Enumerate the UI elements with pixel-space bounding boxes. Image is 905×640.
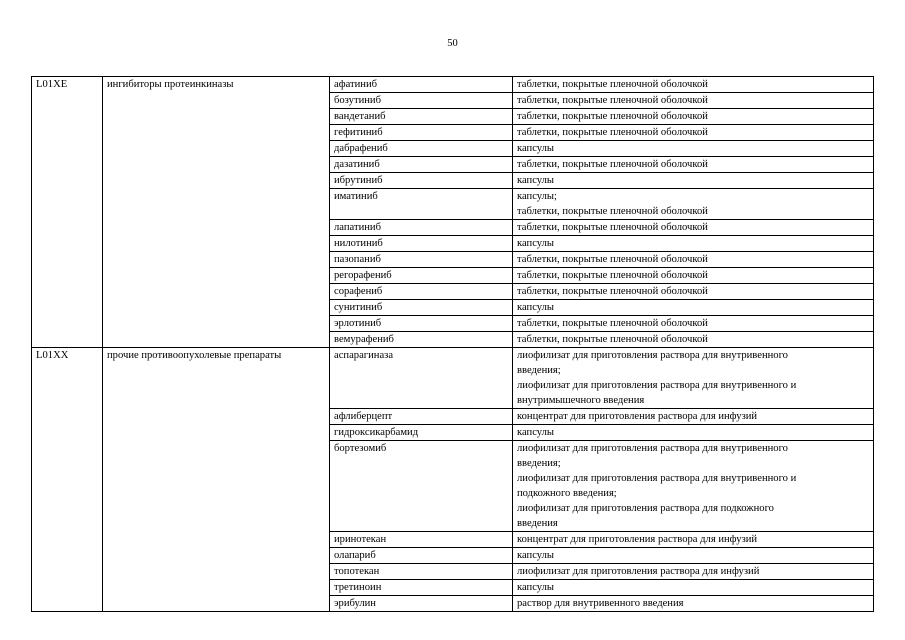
drug-name: афатиниб <box>334 79 378 90</box>
atc-group-cell <box>103 252 330 268</box>
dosage-form-cell <box>513 409 874 425</box>
dosage-form-cell <box>513 236 874 252</box>
dosage-form-cell <box>513 564 874 580</box>
atc-code-cell <box>32 332 103 348</box>
table-row <box>32 316 874 332</box>
drug-name-cell <box>330 580 513 596</box>
dosage-form-line: раствор для внутривенного введения <box>517 598 684 609</box>
drug-name: лапатиниб <box>334 222 381 233</box>
dosage-form-line: капсулы; <box>517 191 557 202</box>
atc-code-cell <box>32 109 103 125</box>
drug-name-cell <box>330 348 513 409</box>
table-row <box>32 409 874 425</box>
drug-name: третиноин <box>334 582 382 593</box>
atc-group-cell <box>103 236 330 252</box>
drug-name-cell <box>330 93 513 109</box>
atc-code-cell <box>32 425 103 441</box>
drug-name: вемурафениб <box>334 334 394 345</box>
drug-name-cell <box>330 548 513 564</box>
dosage-form-line: лиофилизат для приготовления раствора для внутривенного <box>517 350 788 361</box>
drug-name-cell <box>330 596 513 612</box>
table-row <box>32 596 874 612</box>
atc-code-cell <box>32 189 103 220</box>
atc-code-cell <box>32 548 103 564</box>
dosage-form-cell <box>513 268 874 284</box>
drug-name: сунитиниб <box>334 302 383 313</box>
dosage-form-cell <box>513 300 874 316</box>
dosage-form-line: капсулы <box>517 238 555 249</box>
dosage-form-line: таблетки, покрытые пленочной оболочкой <box>517 318 708 329</box>
dosage-form-cell <box>513 157 874 173</box>
table-row <box>32 77 874 93</box>
dosage-form-line: капсулы <box>517 175 555 186</box>
atc-code: L01XX <box>36 350 69 361</box>
atc-code-cell <box>32 268 103 284</box>
dosage-form-line: таблетки, покрытые пленочной оболочкой <box>517 286 708 297</box>
dosage-form-line: концентрат для приготовления раствора для инфузий <box>517 534 758 545</box>
atc-code-cell <box>32 596 103 612</box>
drug-name-cell <box>330 332 513 348</box>
drug-name: нилотиниб <box>334 238 383 249</box>
atc-group-name: прочие противоопухолевые препараты <box>107 350 282 361</box>
dosage-form-line: капсулы <box>517 143 555 154</box>
atc-code-cell <box>32 93 103 109</box>
atc-group-cell <box>103 157 330 173</box>
dosage-form-line: подкожного введения; <box>517 488 617 499</box>
table-row <box>32 284 874 300</box>
dosage-form-line: лиофилизат для приготовления раствора для внутривенного и <box>517 380 797 391</box>
drug-name-cell <box>330 268 513 284</box>
atc-code-cell <box>32 564 103 580</box>
drug-name: гидроксикарбамид <box>334 427 419 438</box>
dosage-form-cell <box>513 284 874 300</box>
dosage-form-line: введения; <box>517 365 561 376</box>
atc-code-cell <box>32 77 103 93</box>
drug-name-cell <box>330 77 513 93</box>
dosage-form-cell <box>513 189 874 220</box>
dosage-form-cell <box>513 332 874 348</box>
atc-group-cell <box>103 441 330 532</box>
dosage-form-line: таблетки, покрытые пленочной оболочкой <box>517 206 708 217</box>
atc-group-cell <box>103 125 330 141</box>
dosage-form-cell <box>513 548 874 564</box>
atc-group-cell <box>103 284 330 300</box>
dosage-form-cell <box>513 348 874 409</box>
dosage-form-cell <box>513 173 874 189</box>
drug-name: иринотекан <box>334 534 387 545</box>
drug-name-cell <box>330 284 513 300</box>
drug-name: гефитиниб <box>334 127 383 138</box>
table-row <box>32 532 874 548</box>
table-row <box>32 125 874 141</box>
atc-code-cell <box>32 157 103 173</box>
drug-name-cell <box>330 157 513 173</box>
atc-group-cell <box>103 332 330 348</box>
table-row <box>32 268 874 284</box>
table-row <box>32 580 874 596</box>
drug-table-body <box>32 77 874 612</box>
dosage-form-line: лиофилизат для приготовления раствора для внутривенного <box>517 443 788 454</box>
drug-name-cell <box>330 532 513 548</box>
dosage-form-line: капсулы <box>517 302 555 313</box>
dosage-form-line: капсулы <box>517 427 555 438</box>
drug-name: вандетаниб <box>334 111 386 122</box>
dosage-form-line: таблетки, покрытые пленочной оболочкой <box>517 111 708 122</box>
dosage-form-line: лиофилизат для приготовления раствора для подкожного <box>517 503 774 514</box>
drug-name: ибрутиниб <box>334 175 383 186</box>
drug-name: топотекан <box>334 566 380 577</box>
dosage-form-line: таблетки, покрытые пленочной оболочкой <box>517 254 708 265</box>
atc-code-cell <box>32 348 103 409</box>
drug-name-cell <box>330 173 513 189</box>
drug-name-cell <box>330 189 513 220</box>
table-row <box>32 157 874 173</box>
atc-code-cell <box>32 252 103 268</box>
drug-name-cell <box>330 564 513 580</box>
table-row <box>32 300 874 316</box>
drug-name-cell <box>330 125 513 141</box>
atc-code-cell <box>32 580 103 596</box>
drug-name: бозутиниб <box>334 95 381 106</box>
table-row <box>32 564 874 580</box>
atc-group-cell <box>103 532 330 548</box>
drug-name: афлиберцепт <box>334 411 393 422</box>
atc-group-cell <box>103 348 330 409</box>
drug-name: иматиниб <box>334 191 378 202</box>
table-row <box>32 109 874 125</box>
atc-code-cell <box>32 141 103 157</box>
table-row <box>32 189 874 220</box>
dosage-form-cell <box>513 141 874 157</box>
drug-name: олапариб <box>334 550 376 561</box>
table-row <box>32 441 874 532</box>
dosage-form-line: лиофилизат для приготовления раствора для инфузий <box>517 566 760 577</box>
drug-table <box>31 76 874 612</box>
drug-name-cell <box>330 441 513 532</box>
atc-group-cell <box>103 173 330 189</box>
drug-name: регорафениб <box>334 270 392 281</box>
atc-code-cell <box>32 316 103 332</box>
dosage-form-line: таблетки, покрытые пленочной оболочкой <box>517 159 708 170</box>
atc-code-cell <box>32 441 103 532</box>
atc-group-cell <box>103 300 330 316</box>
dosage-form-line: лиофилизат для приготовления раствора для внутривенного и <box>517 473 797 484</box>
drug-name: эрлотиниб <box>334 318 382 329</box>
drug-name-cell <box>330 141 513 157</box>
dosage-form-cell <box>513 93 874 109</box>
drug-name: бортезомиб <box>334 443 387 454</box>
atc-group-cell <box>103 268 330 284</box>
drug-name-cell <box>330 300 513 316</box>
atc-code-cell <box>32 300 103 316</box>
atc-group-cell <box>103 409 330 425</box>
atc-group-cell <box>103 109 330 125</box>
atc-group-cell <box>103 189 330 220</box>
atc-group-cell <box>103 77 330 93</box>
drug-name-cell <box>330 316 513 332</box>
table-row <box>32 252 874 268</box>
atc-group-cell <box>103 564 330 580</box>
dosage-form-cell <box>513 532 874 548</box>
atc-code-cell <box>32 532 103 548</box>
atc-code-cell <box>32 220 103 236</box>
table-row <box>32 141 874 157</box>
dosage-form-line: таблетки, покрытые пленочной оболочкой <box>517 127 708 138</box>
dosage-form-line: таблетки, покрытые пленочной оболочкой <box>517 334 708 345</box>
table-row <box>32 236 874 252</box>
dosage-form-line: внутримышечного введения <box>517 395 645 406</box>
atc-code-cell <box>32 173 103 189</box>
atc-group-cell <box>103 316 330 332</box>
drug-name-cell <box>330 409 513 425</box>
dosage-form-cell <box>513 580 874 596</box>
drug-name: эрибулин <box>334 598 376 609</box>
drug-name-cell <box>330 220 513 236</box>
drug-name: сорафениб <box>334 286 383 297</box>
table-row <box>32 348 874 409</box>
dosage-form-cell <box>513 77 874 93</box>
drug-name-cell <box>330 252 513 268</box>
dosage-form-cell <box>513 596 874 612</box>
atc-group-cell <box>103 425 330 441</box>
page-number: 50 <box>447 38 458 49</box>
dosage-form-line: таблетки, покрытые пленочной оболочкой <box>517 79 708 90</box>
atc-group-cell <box>103 596 330 612</box>
dosage-form-cell <box>513 109 874 125</box>
atc-group-name: ингибиторы протеинкиназы <box>107 79 234 90</box>
atc-group-cell <box>103 141 330 157</box>
atc-code: L01XE <box>36 79 68 90</box>
atc-code-cell <box>32 409 103 425</box>
atc-group-cell <box>103 580 330 596</box>
dosage-form-line: капсулы <box>517 582 555 593</box>
dosage-form-line: капсулы <box>517 550 555 561</box>
drug-name: аспарагиназа <box>334 350 394 361</box>
dosage-form-line: введения; <box>517 458 561 469</box>
table-row <box>32 332 874 348</box>
dosage-form-cell <box>513 316 874 332</box>
dosage-form-line: таблетки, покрытые пленочной оболочкой <box>517 270 708 281</box>
dosage-form-line: введения <box>517 518 558 529</box>
atc-code-cell <box>32 236 103 252</box>
drug-name-cell <box>330 109 513 125</box>
dosage-form-cell <box>513 425 874 441</box>
drug-name: дабрафениб <box>334 143 388 154</box>
table-row <box>32 548 874 564</box>
dosage-form-cell <box>513 252 874 268</box>
dosage-form-line: таблетки, покрытые пленочной оболочкой <box>517 95 708 106</box>
drug-name: дазатиниб <box>334 159 380 170</box>
atc-group-cell <box>103 220 330 236</box>
dosage-form-cell <box>513 220 874 236</box>
dosage-form-cell <box>513 441 874 532</box>
table-row <box>32 173 874 189</box>
atc-code-cell <box>32 125 103 141</box>
atc-group-cell <box>103 93 330 109</box>
atc-group-cell <box>103 548 330 564</box>
dosage-form-cell <box>513 125 874 141</box>
drug-name: пазопаниб <box>334 254 381 265</box>
dosage-form-line: таблетки, покрытые пленочной оболочкой <box>517 222 708 233</box>
drug-name-cell <box>330 236 513 252</box>
table-row <box>32 93 874 109</box>
table-row <box>32 220 874 236</box>
table-row <box>32 425 874 441</box>
drug-name-cell <box>330 425 513 441</box>
dosage-form-line: концентрат для приготовления раствора для инфузий <box>517 411 758 422</box>
atc-code-cell <box>32 284 103 300</box>
